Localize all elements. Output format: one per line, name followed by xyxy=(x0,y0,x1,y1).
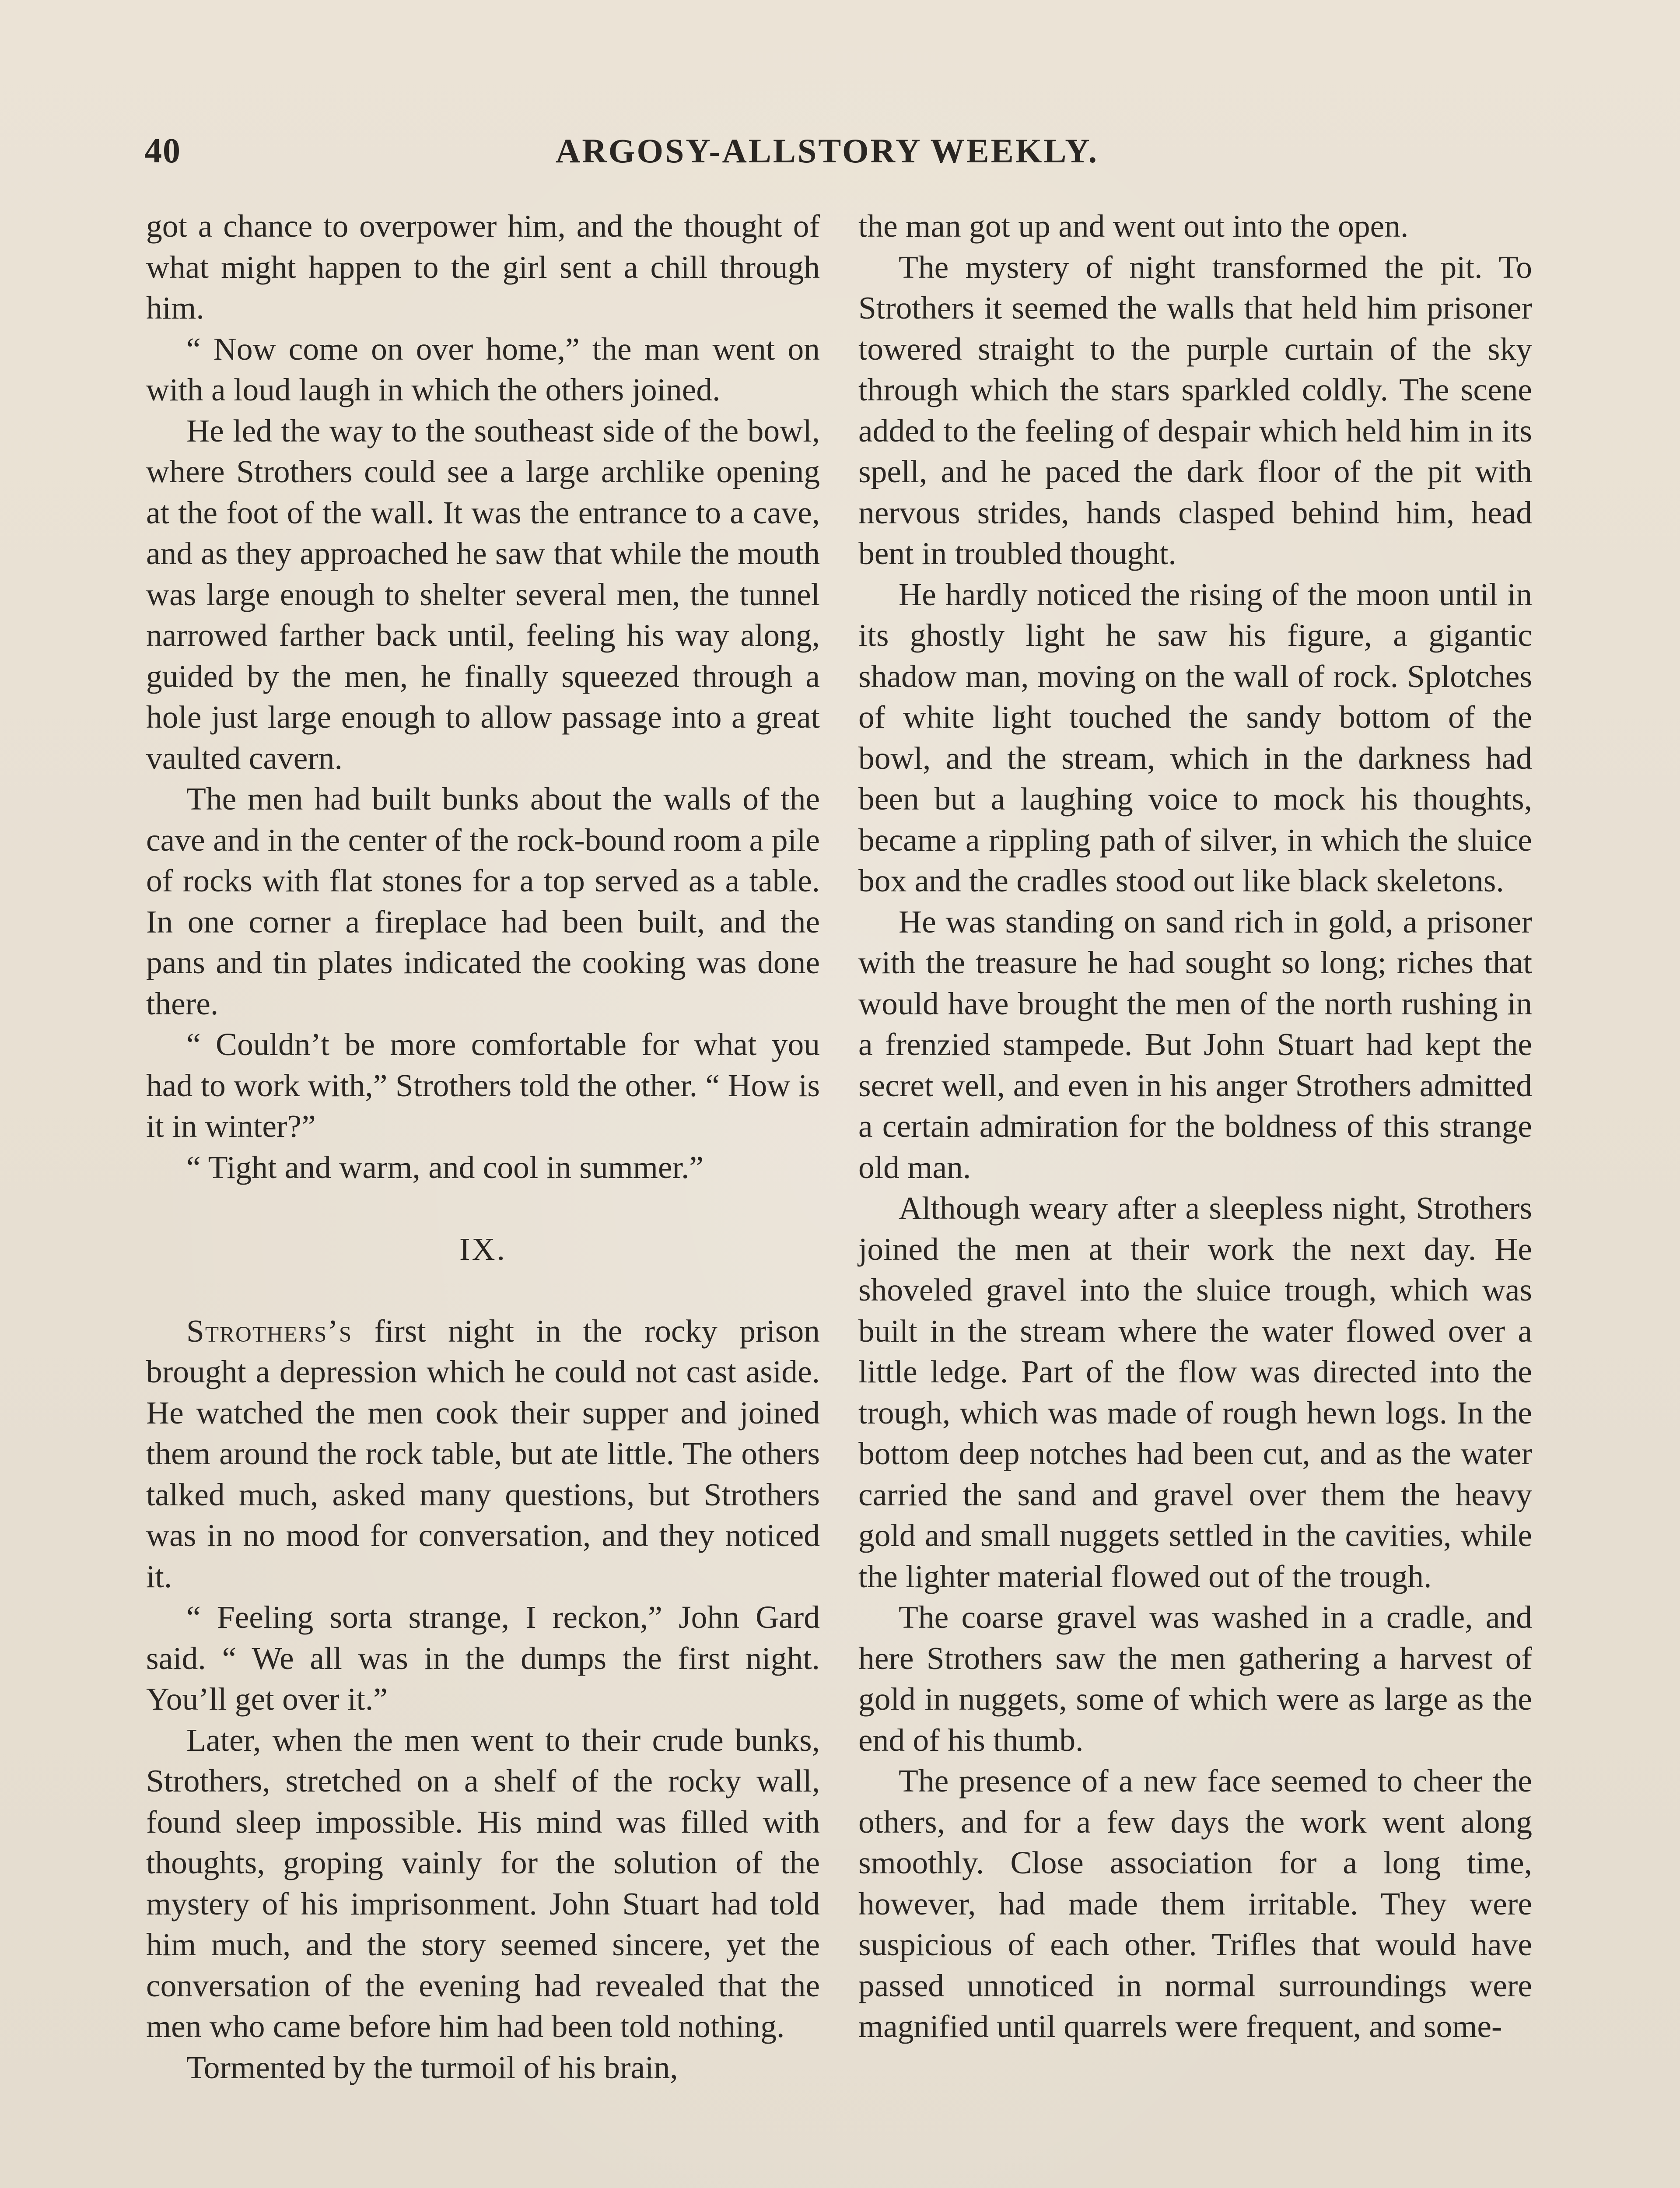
paragraph: The presence of a new face seemed to cheer the others, and for a few days the work went along smoothly. Close association for a long time, however, had made them irritable. They were suspicious of each other. Trifles that would have passed unnoticed in normal surroundings were magnified until quarrels were frequent, and some- xyxy=(858,1763,1532,2044)
paragraph: The mystery of night transformed the pit. To Strothers it seemed the walls that held him prisoner towered straight to the purple curtain of the sky through which the stars sparkled coldly. The scene added to the feeling of despair which held him in its spell, and he paced the dark floor of the pit with nervous strides, hands clasped behind him, head bent in troubled thought. xyxy=(858,249,1532,571)
chapter-lead-word: Strothers’s xyxy=(186,1313,353,1349)
paragraph-text: first night in the rocky prison brought a depression which he could not cast aside. He watched the men cook their supper and joined them around the rock table, but ate little. The others talked much, asked many questions, but Strothers was in no mood for conversation, and they noticed it. xyxy=(146,1313,820,1594)
paragraph: He was standing on sand rich in gold, a prisoner with the treasure he had sought so long; riches that would have brought the men of the north rushing in a frenzied stampede. But John Stuart had kept the secret well, and even in his anger Strothers admitted a certain admiration for the boldness of this strange old man. xyxy=(858,904,1532,1185)
paragraph: The men had built bunks about the walls of the cave and in the center of the rock-bound room a pile of rocks with flat stones for a top served as a table. In one corner a fireplace had been built, and the pans and tin plates indicated the cooking was done there. xyxy=(146,781,820,1021)
paragraph: “ Tight and warm, and cool in summer.” xyxy=(186,1149,704,1185)
paragraph xyxy=(146,1311,820,1597)
paragraph: Tormented by the turmoil of his brain, xyxy=(186,2049,678,2085)
chapter-heading: IX. xyxy=(459,1231,507,1267)
paragraph: got a chance to overpower him, and the thought of what might happen to the girl sent a chill through him. xyxy=(146,208,820,326)
paragraph: “ Now come on over home,” the man went on with a loud laugh in which the others joined. xyxy=(146,331,820,407)
page-header xyxy=(144,127,1544,175)
paragraph: He led the way to the southeast side of the bowl, where Strothers could see a large archlike opening at the foot of the wall. It was the entrance to a cave, and as they approached he saw that while the mouth was large enough to shelter several men, the tunnel narrowed farther back until, feeling his way along, guided by the men, he finally squeezed through a hole just large enough to allow passage into a great vaulted cavern. xyxy=(146,413,820,776)
paragraph: The coarse gravel was washed in a cradle, and here Strothers saw the men gathering a harvest of gold in nuggets, some of which were as large as the end of his thumb. xyxy=(858,1599,1532,1758)
paragraph: Later, when the men went to their crude bunks, Strothers, stretched on a shelf of the rocky wall, found sleep impossible. His mind was filled with thoughts, groping vainly for the solution of the mystery of his imprisonment. John Stuart had told him much, and the story seemed sincere, yet the conversation of the evening had revealed that the men who came before him had been told nothing. xyxy=(146,1722,820,2044)
paragraph: the man got up and went out into the open. xyxy=(858,208,1409,244)
running-title: ARGOSY-ALLSTORY WEEKLY. xyxy=(556,132,1099,170)
paragraph: “ Feeling sorta strange, I reckon,” John Gard said. “ We all was in the dumps the first night. You’ll get over it.” xyxy=(146,1599,820,1717)
page-number: 40 xyxy=(144,132,181,170)
paragraph: “ Couldn’t be more comfortable for what you had to work with,” Strothers told the other. “ How is it in winter?” xyxy=(146,1027,820,1144)
paragraph: He hardly noticed the rising of the moon until in its ghostly light he saw his figure, a gigantic shadow man, moving on the wall of rock. Splotches of white light touched the sandy bottom of the bowl, and the stream, which in the darkness had been but a laughing voice to mock his thoughts, became a rippling path of silver, in which the sluice box and the cradles stood out like black skeletons. xyxy=(858,576,1532,898)
right-column xyxy=(858,206,1532,2047)
left-column xyxy=(146,206,820,2088)
paragraph: Although weary after a sleepless night, Strothers joined the men at their work the next day. He shoveled gravel into the sluice trough, which was built in the stream where the water flowed over a little ledge. Part of the flow was directed into the trough, which was made of rough hewn logs. In the bottom deep notches had been cut, and as the water carried the sand and gravel over them the heavy gold and small nuggets settled in the cavities, while the lighter material flowed out of the trough. xyxy=(858,1190,1532,1594)
